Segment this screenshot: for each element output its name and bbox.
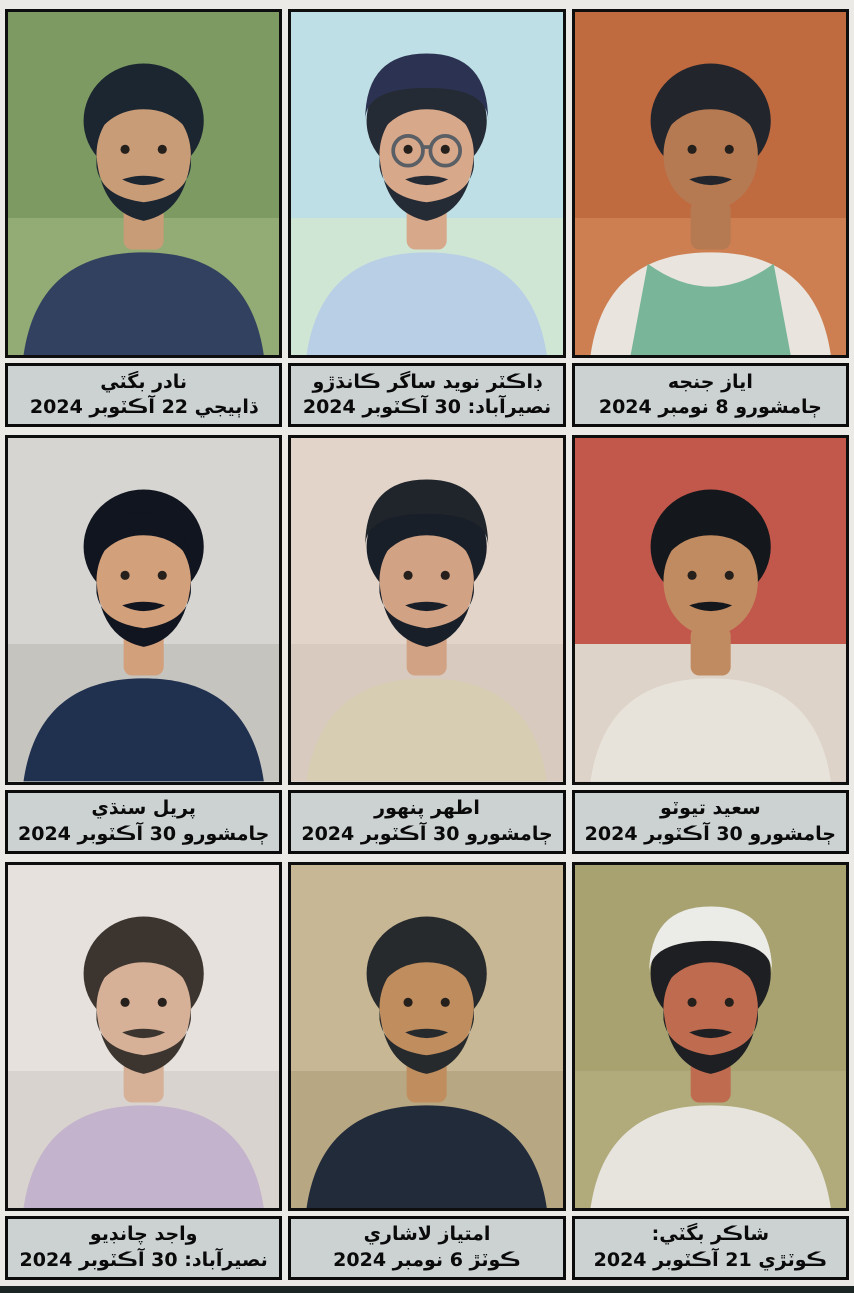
portrait-right-eye	[441, 997, 450, 1006]
person-name: سعيد تيوٽو	[660, 797, 761, 820]
person-cell	[572, 862, 849, 1280]
portrait-right-eye	[158, 571, 167, 580]
portrait-photo	[5, 862, 282, 1211]
person-name: شاڪر بگٽي:	[651, 1223, 770, 1246]
caption-box	[5, 363, 282, 427]
portrait-photo	[572, 435, 849, 784]
portrait-right-eye	[158, 145, 167, 154]
person-date-location: ڄامشورو 30 آڪٽوبر 2024	[584, 822, 836, 845]
portrait-left-eye	[687, 997, 696, 1006]
portrait-photo	[288, 862, 565, 1211]
portrait-photo	[572, 862, 849, 1211]
portrait-right-eye	[724, 997, 733, 1006]
person-portrait-illustration	[575, 438, 846, 781]
portrait-right-eye	[724, 145, 733, 154]
person-name: اياز جنجه	[667, 370, 753, 393]
person-cell	[288, 862, 565, 1280]
caption-box	[288, 1216, 565, 1280]
person-name: اطهر پنهور	[374, 797, 480, 820]
caption-box	[288, 363, 565, 427]
portrait-right-eye	[441, 145, 450, 154]
person-cell	[5, 9, 282, 427]
portrait-left-eye	[404, 571, 413, 580]
portrait-left-eye	[404, 997, 413, 1006]
portrait-photo	[5, 9, 282, 358]
person-portrait-illustration	[575, 865, 846, 1208]
person-portrait-illustration	[575, 12, 846, 355]
portrait-left-eye	[120, 997, 129, 1006]
person-name: پريل سنڌي	[91, 797, 196, 820]
person-portrait-illustration	[8, 12, 279, 355]
caption-box	[572, 363, 849, 427]
portrait-left-eye	[687, 145, 696, 154]
portrait-photo	[288, 435, 565, 784]
portrait-photo	[5, 435, 282, 784]
person-name: نادر بگٽي	[100, 370, 188, 393]
person-date-location: ڄامشورو 8 نومبر 2024	[598, 396, 822, 419]
caption-box	[288, 790, 565, 854]
portrait-left-eye	[120, 145, 129, 154]
portrait-right-eye	[724, 571, 733, 580]
person-date-location: ڪوٽڙ 6 نومبر 2024	[333, 1249, 521, 1271]
person-date-location: ڪوٽڙي 21 آڪٽوبر 2024	[593, 1249, 828, 1271]
person-name: واجد چانڊيو	[89, 1223, 198, 1246]
person-date-location: نصيرآباد: 30 آڪٽوبر 2024	[19, 1249, 268, 1271]
person-cell	[288, 9, 565, 427]
bottom-border-strip	[0, 1286, 854, 1293]
person-name: امتياز لاشاري	[363, 1223, 491, 1246]
person-date-location: نصيرآباد: 30 آڪٽوبر 2024	[302, 396, 552, 419]
portrait-right-eye	[158, 997, 167, 1006]
person-cell	[572, 9, 849, 427]
portrait-left-eye	[687, 571, 696, 580]
caption-box	[5, 1216, 282, 1280]
caption-box	[572, 790, 849, 854]
person-portrait-illustration	[291, 865, 562, 1208]
portrait-left-eye	[120, 571, 129, 580]
person-date-location: ڄامشورو 30 آڪٽوبر 2024	[301, 822, 553, 845]
portrait-photo	[288, 9, 565, 358]
photo-grid	[5, 9, 849, 1280]
person-date-location: ڌاٻيجي 22 آڪٽوبر 2024	[29, 396, 258, 419]
person-portrait-illustration	[8, 865, 279, 1208]
person-portrait-illustration	[291, 438, 562, 781]
person-cell	[5, 862, 282, 1280]
caption-box	[572, 1216, 849, 1280]
person-cell	[288, 435, 565, 853]
portrait-left-eye	[404, 145, 413, 154]
person-portrait-illustration	[8, 438, 279, 781]
caption-box	[5, 790, 282, 854]
person-cell	[5, 435, 282, 853]
person-name: ڊاڪٽر نويد ساگر ڪانڌڙو	[312, 370, 542, 393]
person-date-location: ڄامشورو 30 آڪٽوبر 2024	[18, 822, 270, 845]
portrait-photo	[572, 9, 849, 358]
person-portrait-illustration	[291, 12, 562, 355]
portrait-right-eye	[441, 571, 450, 580]
person-cell	[572, 435, 849, 853]
